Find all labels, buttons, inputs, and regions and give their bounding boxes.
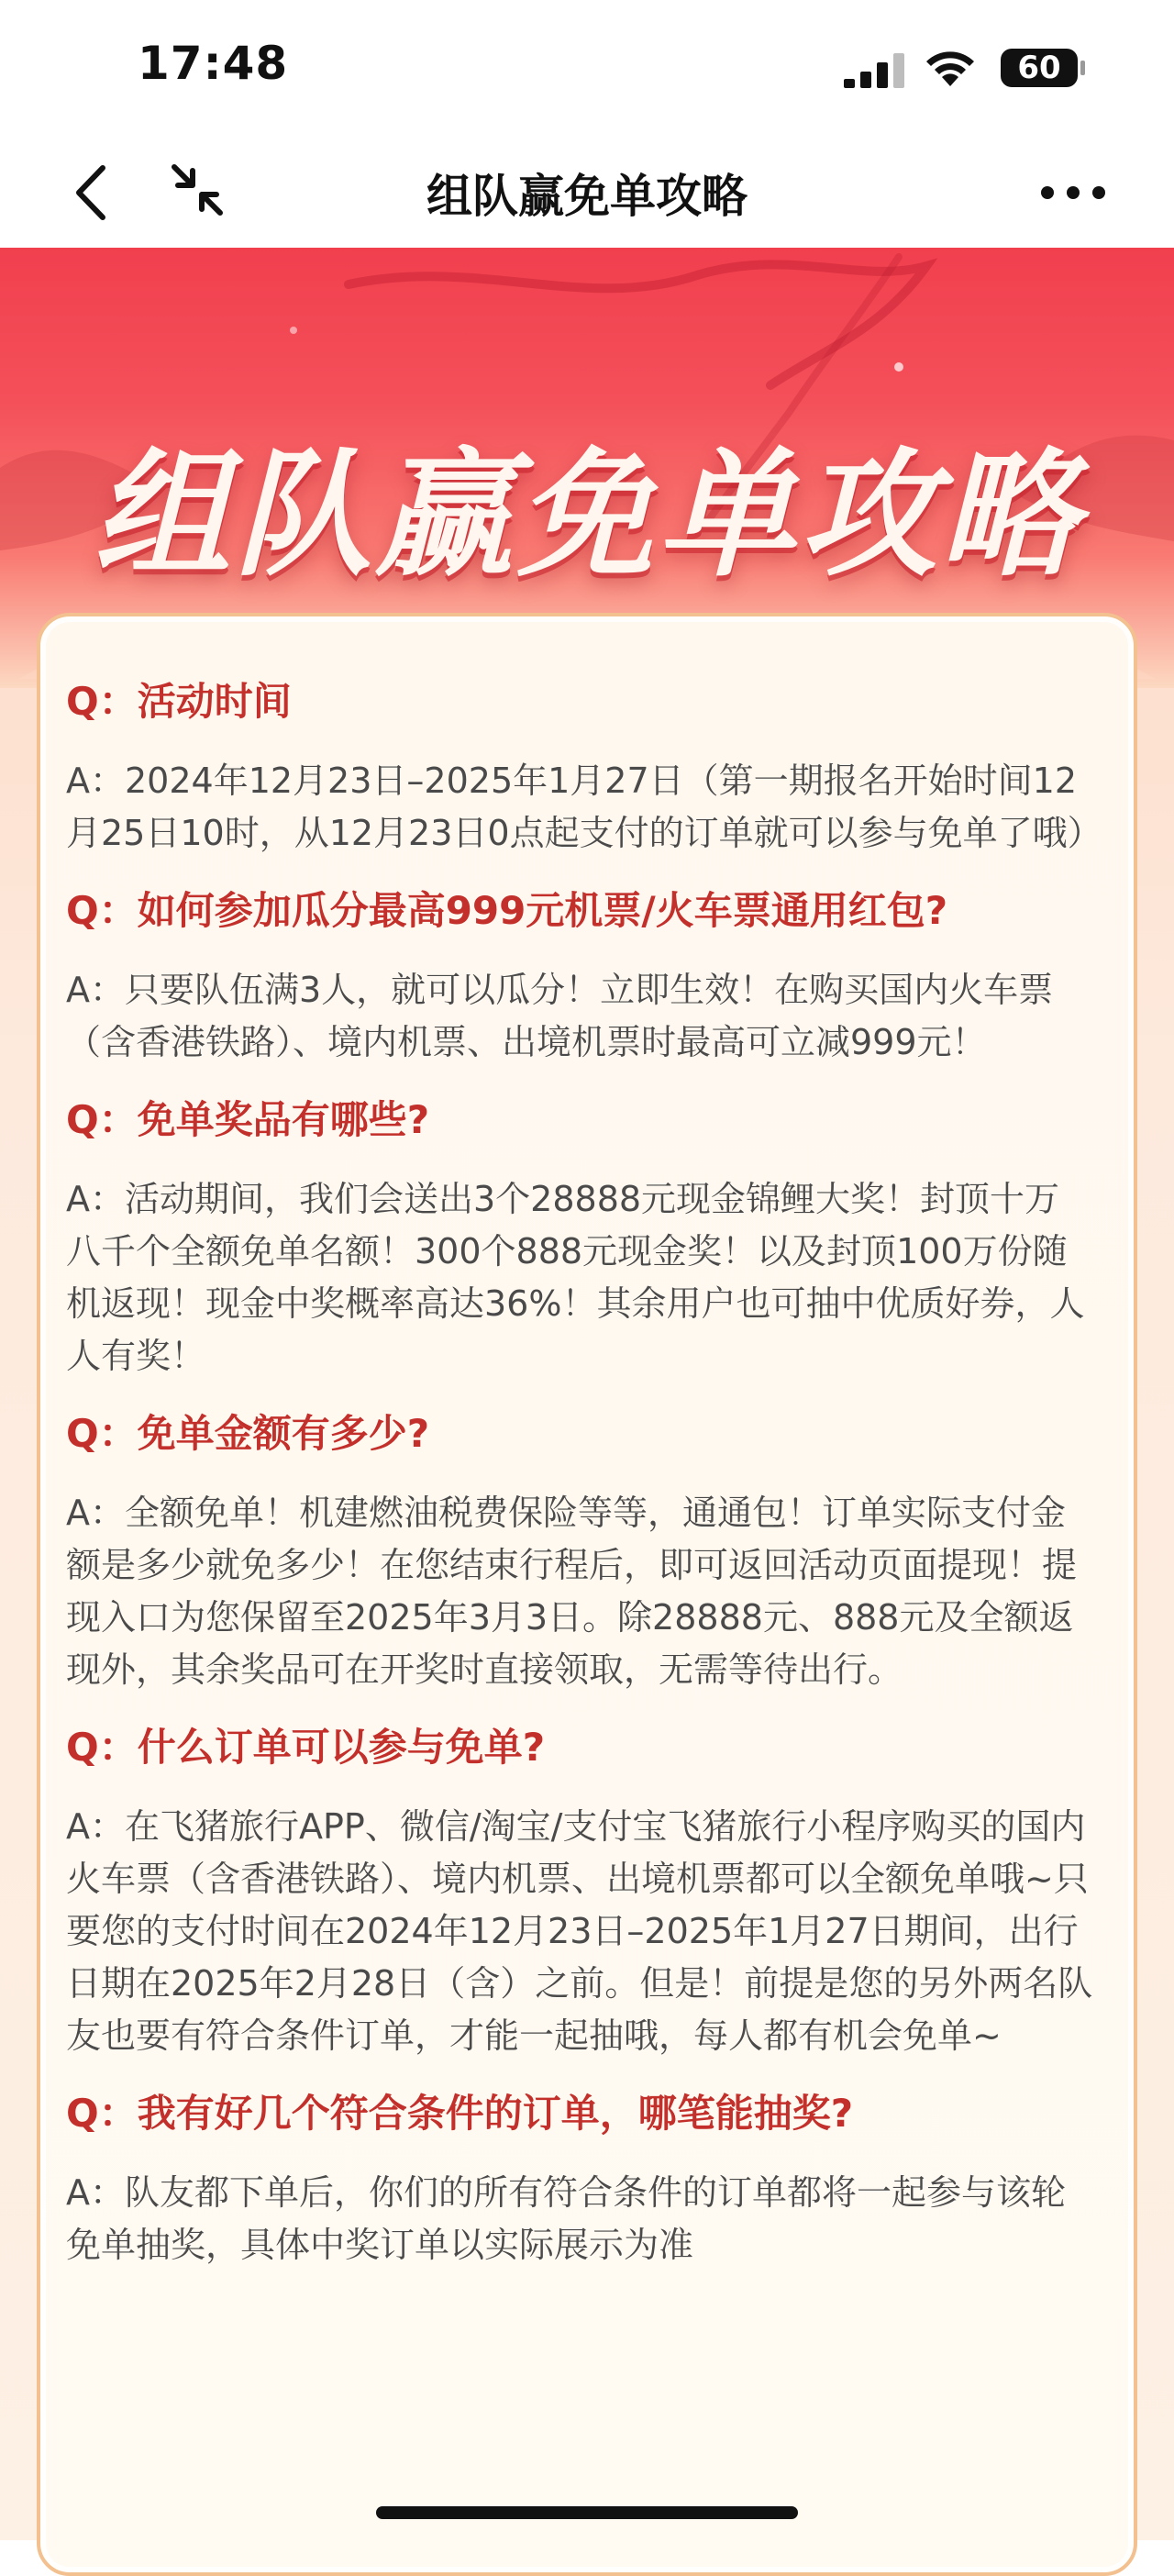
- faq-question: Q：免单奖品有哪些?: [66, 1097, 430, 1142]
- faq-item: [66, 883, 1102, 1069]
- faq-item: [66, 1720, 1102, 2062]
- nav-bar: [0, 138, 1174, 248]
- wifi-icon: [922, 46, 979, 88]
- faq-list: [66, 674, 1102, 2295]
- faq-item: [66, 1406, 1102, 1696]
- faq-item: [66, 2086, 1102, 2271]
- faq-item: [66, 674, 1102, 860]
- faq-question: Q：什么订单可以参与免单?: [66, 1725, 546, 1770]
- status-time: 17:48: [138, 37, 289, 90]
- status-bar: [0, 0, 1174, 138]
- more-icon[interactable]: [1036, 174, 1110, 211]
- faq-question: Q：活动时间: [66, 679, 292, 724]
- battery-level: 60: [1017, 50, 1061, 86]
- back-icon[interactable]: [64, 161, 119, 225]
- minimize-icon[interactable]: [165, 158, 229, 222]
- faq-question: Q：我有好几个符合条件的订单，哪笔能抽奖?: [66, 2091, 854, 2136]
- faq-answer: A：2024年12月23日–2025年1月27日（第一期报名开始时间12月25日10时，从12月23日0点起支付的订单就可以参与免单了哦）: [66, 761, 1102, 853]
- banner-title: 组队赢免单攻略: [92, 436, 1081, 595]
- signal-icon: [844, 51, 906, 88]
- faq-answer: A：全额免单！机建燃油税费保险等等，通通包！订单实际支付金额是多少就免多少！在您结束行程后，即可返回活动页面提现！提现入口为您保留至2025年3月3日。除28888元、888元及全额返现外，其余奖品可在开奖时直接领取，无需等待出行。: [66, 1493, 1078, 1690]
- faq-answer: A：在飞猪旅行APP、微信/淘宝/支付宝飞猪旅行小程序购买的国内火车票（含香港铁路）、境内机票、出境机票都可以全额免单哦~只要您的支付时间在2024年12月23日–2025年1月27日期间，出行日期在2025年2月28日（含）之前。但是！前提是您的另外两名队友也要有符合条件订单，才能一起抽哦，每人都有机会免单~: [66, 1806, 1093, 2056]
- faq-answer: A：只要队伍满3人，就可以瓜分！立即生效！在购买国内火车票（含香港铁路）、境内机票、出境机票时最高可立减999元！: [66, 970, 1054, 1062]
- page-title: 组队赢免单攻略: [426, 170, 748, 223]
- faq-item: [66, 1093, 1102, 1382]
- home-indicator[interactable]: [376, 2506, 798, 2519]
- faq-question: Q：如何参加瓜分最高999元机票/火车票通用红包?: [66, 888, 948, 933]
- faq-question: Q：免单金额有多少?: [66, 1411, 430, 1456]
- faq-answer: A：队友都下单后，你们的所有符合条件的订单都将一起参与该轮免单抽奖，具体中奖订单以实际展示为准: [66, 2172, 1066, 2265]
- faq-answer: A：活动期间，我们会送出3个28888元现金锦鲤大奖！封顶十万八千个全额免单名额！300个888元现金奖！以及封顶100万份随机返现！现金中奖概率高达36%！其余用户也可抽中优质好券，人人有奖！: [66, 1179, 1085, 1376]
